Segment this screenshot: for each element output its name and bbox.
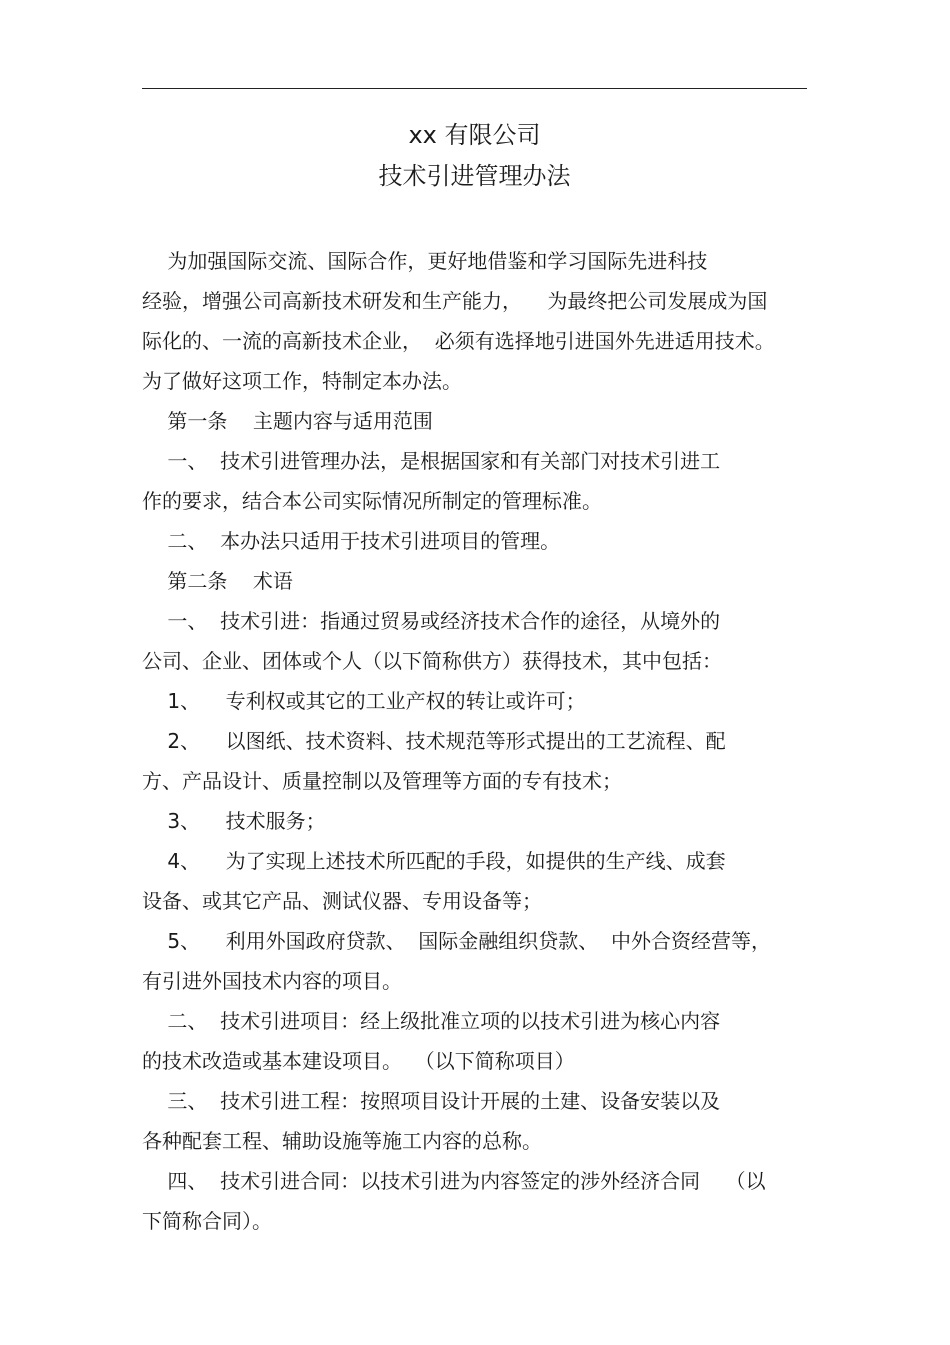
body-line: 设备、或其它产品、测试仪器、专用设备等； — [142, 889, 542, 913]
body-line: 一、 技术引进：指通过贸易或经济技术合作的途径，从境外的 — [142, 609, 721, 633]
body-line: 的技术改造或基本建设项目。 （以下简称项目） — [142, 1049, 575, 1073]
body-line: 际化的、一流的高新技术企业， 必须有选择地引进国外先进适用技术。 — [142, 329, 775, 353]
document-title: 技术引进管理办法 — [378, 162, 571, 190]
body-line: 各种配套工程、辅助设施等施工内容的总称。 — [142, 1129, 542, 1153]
body-line: 为了做好这项工作，特制定本办法。 — [142, 369, 462, 393]
list-item: 2、 以图纸、技术资料、技术规范等形式提出的工艺流程、配 — [142, 729, 726, 753]
body-line: 经验，增强公司高新技术研发和生产能力， 为最终把公司发展成为国 — [142, 289, 768, 313]
list-item: 5、 利用外国政府贷款、 国际金融组织贷款、 中外合资经营等， — [142, 929, 772, 953]
body-line: 二、 技术引进项目：经上级批准立项的以技术引进为核心内容 — [142, 1009, 721, 1033]
list-item: 4、 为了实现上述技术所匹配的手段，如提供的生产线、成套 — [142, 849, 726, 873]
list-item: 3、 技术服务； — [142, 809, 326, 833]
body-line: 四、 技术引进合同：以技术引进为内容签定的涉外经济合同 （以 — [142, 1169, 766, 1193]
document-body — [142, 241, 807, 1241]
body-line: 一、 技术引进管理办法，是根据国家和有关部门对技术引进工 — [142, 449, 721, 473]
header-rule — [142, 88, 807, 89]
list-item: 1、 专利权或其它的工业产权的转让或许可； — [142, 689, 586, 713]
company-name: xx 有限公司 — [408, 121, 541, 149]
body-line: 作的要求，结合本公司实际情况所制定的管理标准。 — [142, 489, 602, 513]
article-heading: 第二条 术语 — [142, 569, 293, 593]
body-line: 为加强国际交流、国际合作，更好地借鉴和学习国际先进科技 — [142, 249, 708, 273]
body-line: 公司、企业、团体或个人（以下简称供方）获得技术，其中包括： — [142, 649, 722, 673]
body-line: 有引进外国技术内容的项目。 — [142, 969, 402, 993]
body-line: 二、 本办法只适用于技术引进项目的管理。 — [142, 529, 561, 553]
article-heading: 第一条 主题内容与适用范围 — [142, 409, 433, 433]
body-line: 三、 技术引进工程：按照项目设计开展的土建、设备安装以及 — [142, 1089, 721, 1113]
body-line: 方、产品设计、质量控制以及管理等方面的专有技术； — [142, 769, 622, 793]
body-line: 下简称合同）。 — [142, 1209, 272, 1233]
